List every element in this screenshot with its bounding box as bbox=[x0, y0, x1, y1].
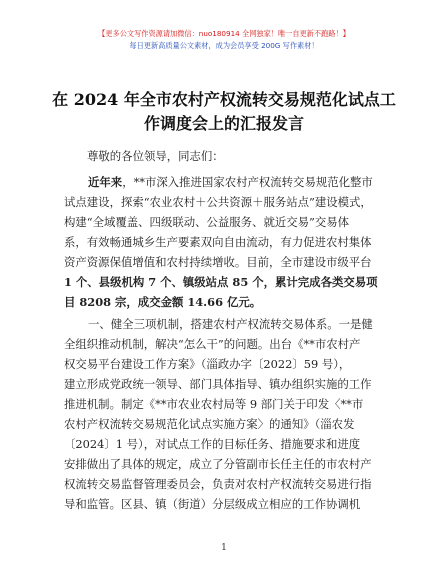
document-title-line-2: 作调度会上的汇报发言 bbox=[143, 114, 304, 133]
paragraph-line: 构建“全域覆盖、四级联动、公益服务、就近交易”交易体 bbox=[64, 215, 350, 229]
paragraph-line: 建立形成党政统一领导、部门具体指导、镇办组织实施的工作 bbox=[64, 377, 372, 391]
paragraph-line: 资产资源保值增值和农村持续增收。目前，全市建设市级平台 bbox=[64, 255, 372, 269]
lead-phrase: 近年来 bbox=[88, 175, 123, 189]
page-number: 1 bbox=[221, 543, 227, 553]
document-title-line-1: 在 2024 年全市农村产权流转交易规范化试点工 bbox=[52, 90, 396, 109]
paragraph-line: 试点建设，探索“农业农村＋公共资源＋服务站点”建设模式， bbox=[64, 195, 372, 209]
paragraph-line: 安排做出了具体的规定，成立了分管副市长任主任的市农村产 bbox=[64, 457, 372, 471]
promo-banner-sub: 每日更新高质量公文素材，成为会员享受 200G 写作素材！ bbox=[129, 41, 319, 50]
paragraph-line: 权交易平台建设工作方案》（淄政办字〔2022〕59 号）， bbox=[64, 357, 351, 371]
paragraph-line: 农村产权流转交易规范化试点实施方案〉的通知》（淄农发 bbox=[64, 417, 355, 431]
paragraph-line: 目 8208 宗，成交金额 14.66 亿元。 bbox=[64, 295, 262, 309]
salutation: 尊敬的各位领导，同志们： bbox=[87, 149, 224, 163]
paragraph-line: 1 个、县级机构 7 个、镇级站点 85 个，累计完成各类交易项 bbox=[64, 275, 378, 289]
promo-banner-top: 【更多公文写作资源请加微信：nuo180914 全网独家！唯一自更新不跑路！】 bbox=[98, 29, 350, 38]
paragraph-line: 一、健全三项机制，搭建农村产权流转交易体系。一是健 bbox=[88, 317, 373, 331]
paragraph-line bbox=[88, 172, 373, 192]
paragraph-line: 权流转交易监督管理委员会，负责对农村产权流转交易进行指 bbox=[64, 477, 372, 491]
paragraph-line: 推进机制。制定《**市农业农村局等 9 部门关于印发〈**市 bbox=[64, 397, 364, 411]
paragraph-line: 导和监管。区县、镇（街道）分层级成立相应的工作协调机 bbox=[64, 497, 361, 511]
paragraph-line: 全组织推动机制，解决“怎么干”的问题。出台《**市农村产 bbox=[64, 337, 361, 351]
paragraph-line: 系，有效畅通城乡生产要素双向自由流动，有力促进农村集体 bbox=[64, 235, 372, 249]
paragraph-text: ，**市深入推进国家农村产权流转交易规范化整市 bbox=[122, 175, 373, 189]
paragraph-line: 〔2024〕1 号），对试点工作的目标任务、措施要求和进度 bbox=[64, 437, 361, 451]
